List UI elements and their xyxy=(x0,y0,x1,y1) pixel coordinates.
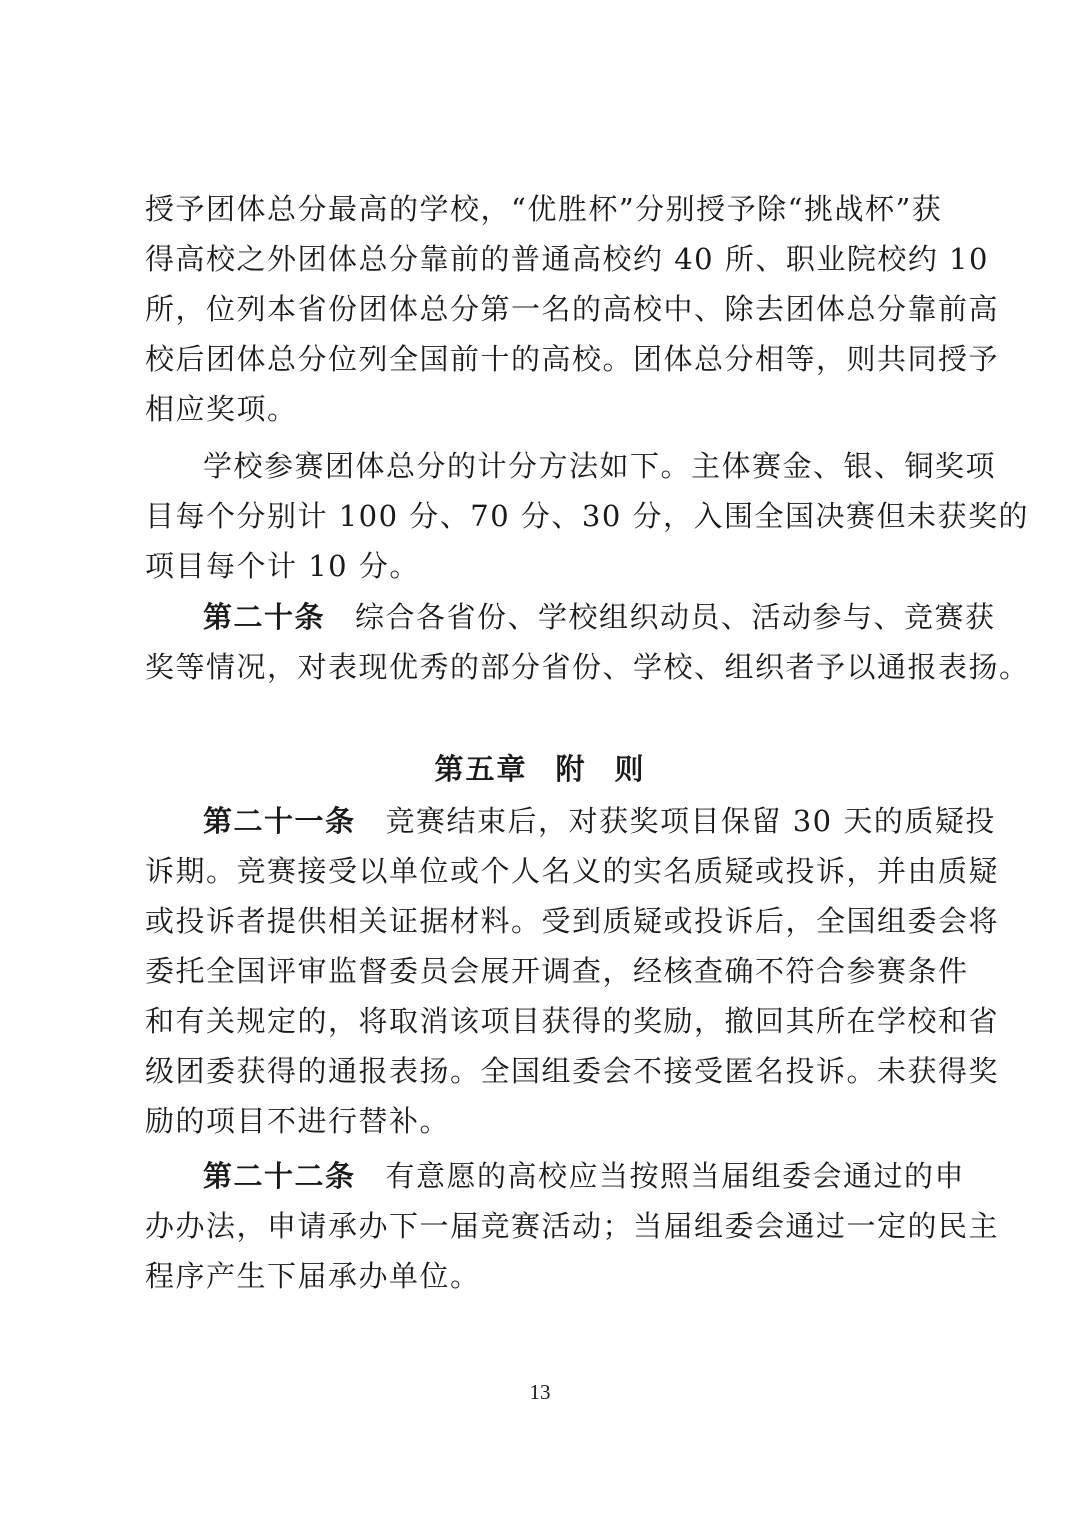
text-line: 得高校之外团体总分靠前的普通高校约 40 所、职业院校约 10 xyxy=(145,242,989,276)
chapter-number: 第五章 xyxy=(434,752,528,786)
text-line: 校后团体总分位列全国前十的高校。团体总分相等，则共同授予 xyxy=(145,342,1000,376)
text-line: 委托全国评审监督委员会展开调查，经核查确不符合参赛条件 xyxy=(145,954,969,988)
text-line: 级团委获得的通报表扬。全国组委会不接受匿名投诉。未获得奖 xyxy=(145,1054,1000,1088)
paragraph-scoring xyxy=(145,441,1030,591)
chapter-title-char: 附 xyxy=(555,752,587,786)
article-first-line xyxy=(145,592,996,642)
text-line: 项目每个计 10 分。 xyxy=(145,549,420,583)
text-line: 奖等情况，对表现优秀的部分省份、学校、组织者予以通报表扬。 xyxy=(145,650,1030,684)
article-21 xyxy=(145,796,1000,1146)
text-line: 相应奖项。 xyxy=(145,392,298,426)
text-line: 所，位列本省份团体总分第一名的高校中、除去团体总分靠前高 xyxy=(145,292,1000,326)
chapter-heading xyxy=(0,744,1080,794)
text-segment: 有意愿的高校应当按照当届组委会通过的申 xyxy=(385,1159,966,1193)
paragraph-awards xyxy=(145,184,1000,434)
article-first-line xyxy=(145,796,996,846)
text-line: 和有关规定的，将取消该项目获得的奖励，撤回其所在学校和省 xyxy=(145,1004,1000,1038)
article-number: 第二十条 xyxy=(203,600,326,634)
article-number: 第二十二条 xyxy=(203,1159,356,1193)
text-segment: 竞赛结束后，对获奖项目保留 30 天的质疑投 xyxy=(385,804,996,838)
text-line: 办办法，申请承办下一届竞赛活动；当届组委会通过一定的民主 xyxy=(145,1209,1000,1243)
text-line: 程序产生下届承办单位。 xyxy=(145,1259,481,1293)
chapter-title-char: 则 xyxy=(614,752,646,786)
article-20 xyxy=(145,592,1030,692)
text-line: 或投诉者提供相关证据材料。受到质疑或投诉后，全国组委会将 xyxy=(145,904,1000,938)
text-segment: 综合各省份、学校组织动员、活动参与、竞赛获 xyxy=(355,600,996,634)
article-first-line xyxy=(145,1151,966,1201)
text-line: 学校参赛团体总分的计分方法如下。主体赛金、银、铜奖项 xyxy=(203,449,997,483)
text-line: 励的项目不进行替补。 xyxy=(145,1104,451,1138)
text-line: 诉期。竞赛接受以单位或个人名义的实名质疑或投诉，并由质疑 xyxy=(145,854,1000,888)
article-22 xyxy=(145,1151,1000,1301)
text-line: 授予团体总分最高的学校，“优胜杯”分别授予除“挑战杯”获 xyxy=(145,192,943,226)
text-line: 目每个分别计 100 分、70 分、30 分，入围全国决赛但未获奖的 xyxy=(145,499,1030,533)
article-number: 第二十一条 xyxy=(203,804,356,838)
page-number: 13 xyxy=(529,1380,551,1404)
